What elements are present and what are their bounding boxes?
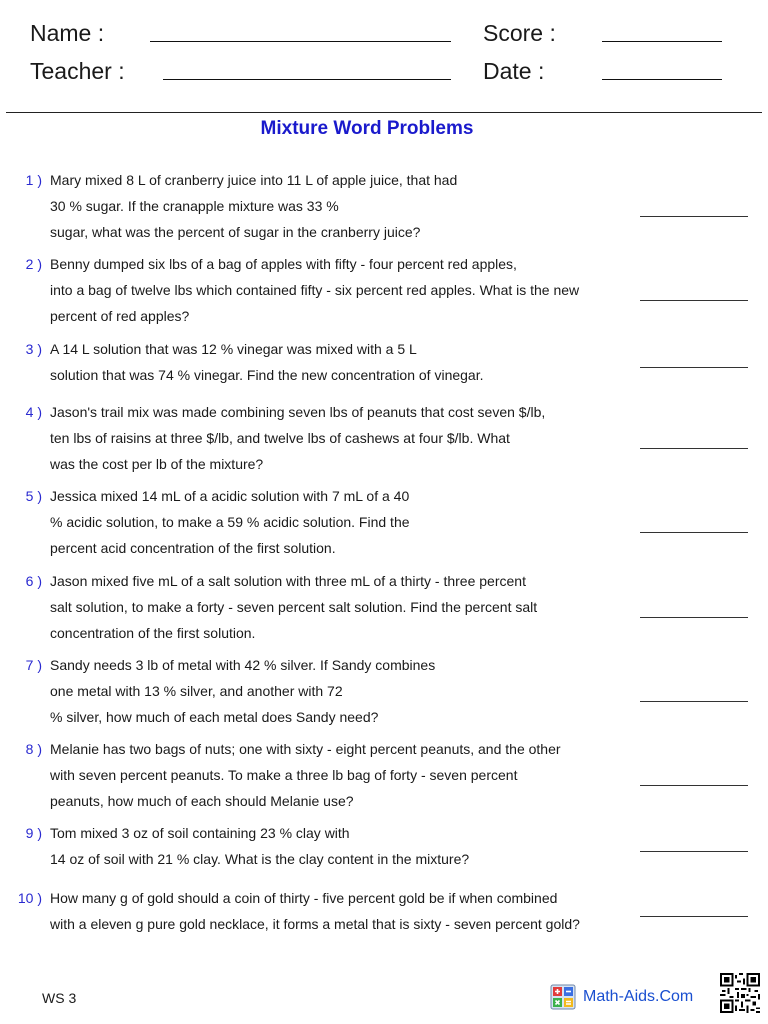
problem-text bbox=[50, 885, 630, 937]
problem-text-line: Melanie has two bags of nuts; one with sixty - eight percent peanuts, and the other bbox=[50, 741, 561, 757]
problem-number: 5 ) bbox=[25, 488, 42, 504]
problem-text-line: sugar, what was the percent of sugar in the cranberry juice? bbox=[50, 224, 421, 240]
problem-number: 10 ) bbox=[17, 890, 42, 906]
answer-line[interactable] bbox=[640, 785, 748, 786]
answer-line[interactable] bbox=[640, 532, 748, 533]
problem-text-line: with a eleven g pure gold necklace, it forms a metal that is sixty - seven percent gold? bbox=[50, 916, 580, 932]
answer-line[interactable] bbox=[640, 617, 748, 618]
problem-text-line: Jason's trail mix was made combining seven lbs of peanuts that cost seven $/lb, bbox=[50, 404, 546, 420]
problem-text-line: one metal with 13 % silver, and another with 72 bbox=[50, 683, 343, 699]
date-line[interactable] bbox=[602, 79, 722, 80]
worksheet-id: WS 3 bbox=[42, 990, 77, 1006]
problem-number: 3 ) bbox=[25, 341, 42, 357]
problem-text-line: solution that was 74 % vinegar. Find the new concentration of vinegar. bbox=[50, 367, 484, 383]
problem-number: 2 ) bbox=[25, 256, 42, 272]
problem-text-line: ten lbs of raisins at three $/lb, and twelve lbs of cashews at four $/lb. What bbox=[50, 430, 510, 446]
answer-line[interactable] bbox=[640, 300, 748, 301]
problem-text bbox=[50, 736, 630, 814]
problem-text bbox=[50, 820, 630, 872]
problem-text bbox=[50, 568, 630, 646]
problem-text-line: Benny dumped six lbs of a bag of apples with fifty - four percent red apples, bbox=[50, 256, 517, 272]
problem-text-line: peanuts, how much of each should Melanie use? bbox=[50, 793, 354, 809]
problem-number: 7 ) bbox=[25, 657, 42, 673]
header-divider bbox=[6, 112, 762, 113]
problem-text bbox=[50, 483, 630, 561]
problem-text-line: Mary mixed 8 L of cranberry juice into 11 L of apple juice, that had bbox=[50, 172, 458, 188]
problem-text bbox=[50, 652, 630, 730]
problem-text bbox=[50, 399, 630, 477]
problem-text bbox=[50, 336, 630, 388]
problem-text-line: salt solution, to make a forty - seven percent salt solution. Find the percent salt bbox=[50, 599, 538, 615]
problem-text-line: 14 oz of soil with 21 % clay. What is the clay content in the mixture? bbox=[50, 851, 470, 867]
problem-text-line: was the cost per lb of the mixture? bbox=[50, 456, 264, 472]
problem-text-line: concentration of the first solution. bbox=[50, 625, 256, 641]
problem-number: 9 ) bbox=[25, 825, 42, 841]
problem-number: 1 ) bbox=[25, 172, 42, 188]
problem-text-line: Tom mixed 3 oz of soil containing 23 % clay with bbox=[50, 825, 350, 841]
problem-number: 4 ) bbox=[25, 404, 42, 420]
problem-text bbox=[50, 251, 630, 329]
calculator-icon bbox=[550, 984, 576, 1010]
problem-number: 8 ) bbox=[25, 741, 42, 757]
qr-code-icon bbox=[720, 973, 760, 1013]
problem-text-line: percent acid concentration of the first solution. bbox=[50, 540, 336, 556]
name-label: Name : bbox=[30, 20, 105, 46]
answer-line[interactable] bbox=[640, 916, 748, 917]
teacher-label: Teacher : bbox=[30, 58, 125, 84]
answer-line[interactable] bbox=[640, 216, 748, 217]
problem-text-line: 30 % sugar. If the cranapple mixture was 33 % bbox=[50, 198, 339, 214]
date-label: Date : bbox=[483, 58, 545, 84]
problem-text-line: A 14 L solution that was 12 % vinegar was mixed with a 5 L bbox=[50, 341, 417, 357]
name-line[interactable] bbox=[150, 41, 451, 42]
problem-text-line: with seven percent peanuts. To make a three lb bag of forty - seven percent bbox=[50, 767, 518, 783]
problem-text-line: Sandy needs 3 lb of metal with 42 % silver. If Sandy combines bbox=[50, 657, 436, 673]
page-title: Mixture Word Problems bbox=[260, 118, 474, 139]
answer-line[interactable] bbox=[640, 701, 748, 702]
score-label: Score : bbox=[483, 20, 556, 46]
problem-number: 6 ) bbox=[25, 573, 42, 589]
problem-text-line: % acidic solution, to make a 59 % acidic solution. Find the bbox=[50, 514, 410, 530]
answer-line[interactable] bbox=[640, 367, 748, 368]
problem-text-line: percent of red apples? bbox=[50, 308, 190, 324]
brand-link[interactable]: Math-Aids.Com bbox=[583, 988, 694, 1005]
score-line[interactable] bbox=[602, 41, 722, 42]
problem-text-line: Jessica mixed 14 mL of a acidic solution with 7 mL of a 40 bbox=[50, 488, 410, 504]
problem-text bbox=[50, 167, 630, 245]
problem-text-line: Jason mixed five mL of a salt solution with three mL of a thirty - three percent bbox=[50, 573, 526, 589]
teacher-line[interactable] bbox=[163, 79, 451, 80]
problem-text-line: % silver, how much of each metal does Sandy need? bbox=[50, 709, 379, 725]
problem-text-line: How many g of gold should a coin of thirty - five percent gold be if when combined bbox=[50, 890, 558, 906]
problem-text-line: into a bag of twelve lbs which contained fifty - six percent red apples. What is the new bbox=[50, 282, 580, 298]
answer-line[interactable] bbox=[640, 448, 748, 449]
answer-line[interactable] bbox=[640, 851, 748, 852]
